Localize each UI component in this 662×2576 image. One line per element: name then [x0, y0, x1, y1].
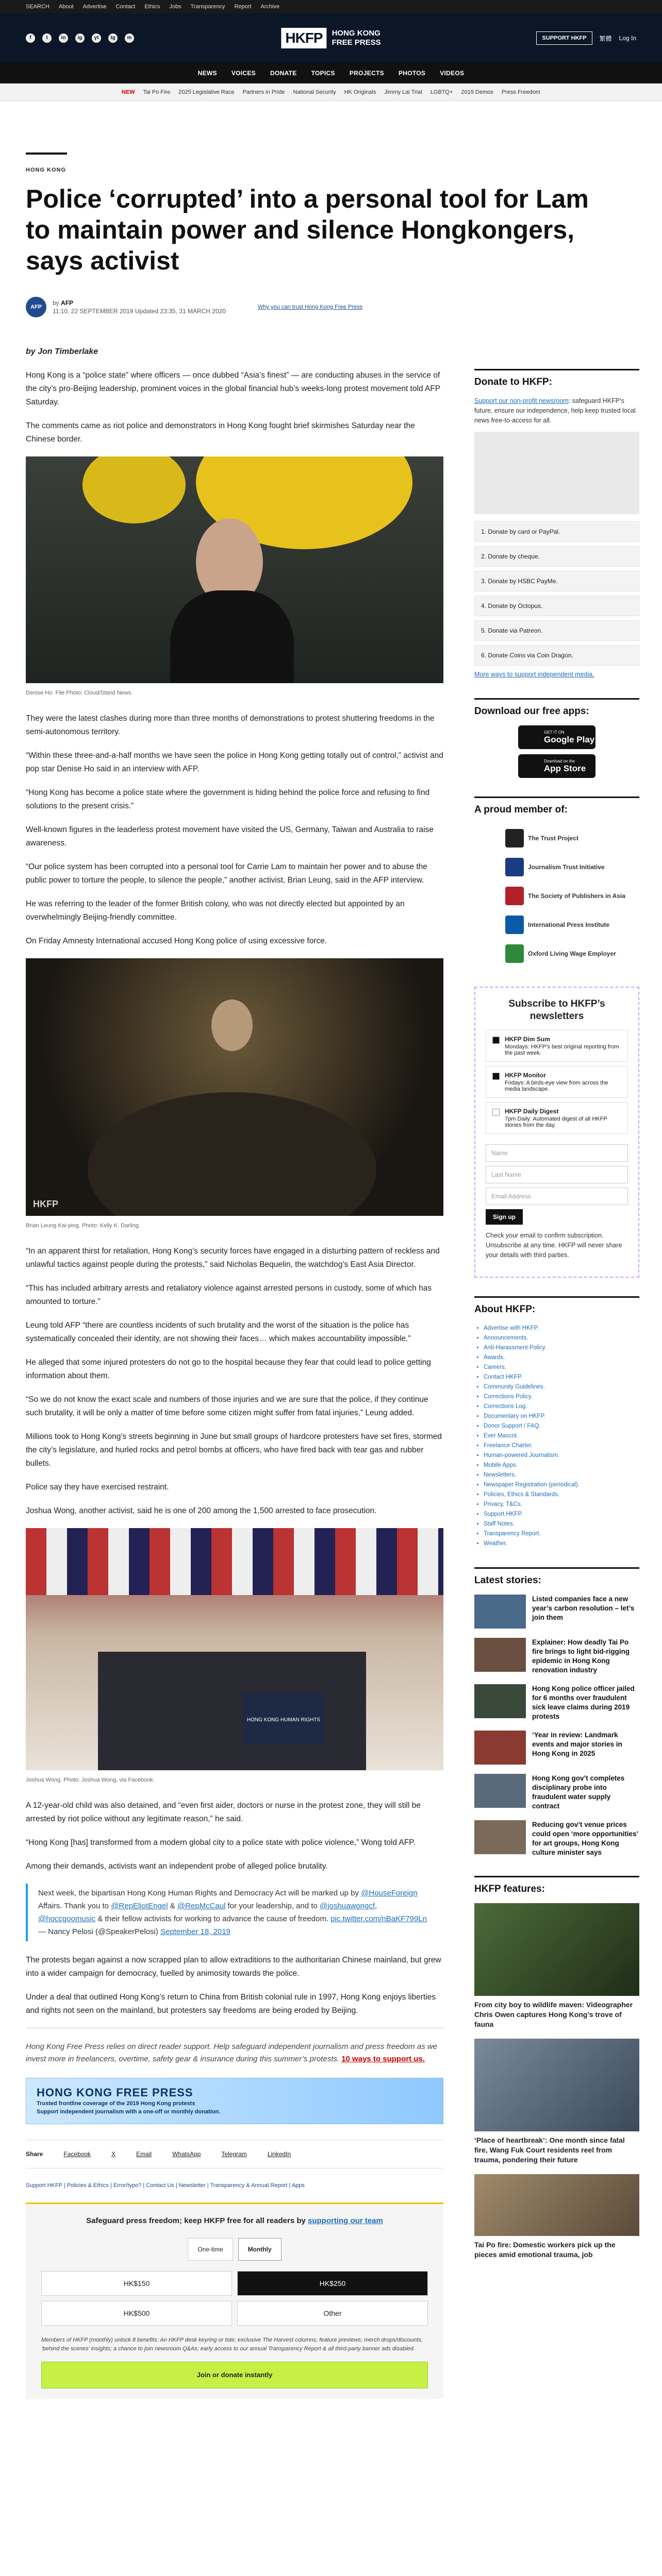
story-item[interactable]	[474, 1684, 639, 1721]
donate-option[interactable]: 4. Donate by Octopus.	[474, 596, 639, 616]
member-name: Oxford Living Wage Employer	[528, 950, 616, 957]
search-link[interactable]: SEARCH	[26, 4, 49, 10]
amount-options	[41, 2271, 428, 2326]
section-label[interactable]: HONG KONG	[26, 167, 67, 173]
about-link[interactable]: • Human-powered Journalism.	[484, 1451, 639, 1461]
about-list	[474, 1324, 639, 1549]
trust-link[interactable]: Why you can trust Hong Kong Free Press	[257, 304, 362, 310]
topbar-advertise[interactable]: Advertise	[82, 4, 107, 10]
tweet-text: & their fellow activists for working to advance the cause of freedom.	[95, 1914, 331, 1923]
callout-link[interactable]: 10 ways to support us.	[341, 2055, 425, 2063]
about-link[interactable]: • Support HKFP.	[484, 1510, 639, 1519]
mastodon-icon[interactable]: m	[125, 33, 134, 43]
nav-photos[interactable]: PHOTOS	[398, 70, 426, 77]
photo-joshua-wong	[26, 1528, 443, 1770]
google-play-badge[interactable]	[518, 725, 595, 749]
about-link[interactable]: • Community Guidelines.	[484, 1382, 639, 1392]
social-links	[26, 33, 134, 43]
share-whatsapp[interactable]: WhatsApp	[172, 2150, 201, 2158]
tweet-text: ,	[375, 1902, 377, 1910]
trending-item[interactable]: National Security	[293, 89, 336, 95]
paragraph: “Within these three-and-a-half months we have seen the police in Hong Kong getting totally out of control,” activist and pop star Denise Ho said in an interview with AFP.	[26, 751, 443, 773]
umbrella-shape	[82, 456, 186, 523]
tweet-author: — Nancy Pelosi (@SpeakerPelosi)	[38, 1927, 160, 1936]
author-line: by Jon Timberlake	[26, 347, 98, 356]
donate-option[interactable]: 5. Donate via Patreon.	[474, 620, 639, 641]
newsletter-widget	[474, 987, 639, 1278]
nav-videos[interactable]: VIDEOS	[440, 70, 465, 77]
trending-bar	[0, 83, 662, 101]
photo-caption: Joshua Wong. Photo: Joshua Wong, via Facebook.	[26, 1777, 155, 1783]
agency-name[interactable]: AFP	[61, 299, 74, 307]
share-telegram[interactable]: Telegram	[221, 2150, 247, 2158]
newsletter-option[interactable]	[486, 1030, 628, 1062]
member-logo[interactable]	[474, 882, 639, 910]
newsletter-note: Check your email to confirm subscription. Unsubscribe at any time. HKFP will never share your details with third parties.	[486, 1232, 622, 1259]
face-shape	[211, 999, 253, 1051]
podium-sign: HONG KONG HUMAN RIGHTS	[242, 1693, 325, 1744]
about-link[interactable]: • Privacy, T&Cs.	[484, 1500, 639, 1510]
story-title[interactable]: Listed companies face a new year’s carbon resolution – let’s join them	[532, 1595, 635, 1621]
by-label: by	[53, 299, 59, 307]
article-title: Police ‘corrupted’ into a personal tool for Lam to maintain power and silence Hongkongers, says activist	[26, 184, 589, 275]
app-store-badge[interactable]	[518, 754, 595, 778]
paragraph: Millions took to Hong Kong’s streets beginning in June but small groups of hardcore protesters have set fires, stormed the city’s legislature, and hurled rocks and petrol bombs at officers, who have fired back with tear gas and rubber bullets.	[26, 1432, 442, 1468]
linkedin-icon[interactable]: in	[59, 33, 68, 43]
trending-item[interactable]: Press Freedom	[501, 89, 540, 95]
story-item[interactable]	[474, 1774, 639, 1811]
donate-option[interactable]: 3. Donate by HSBC PayMe.	[474, 571, 639, 591]
paragraph: “This has included arbitrary arrests and retaliatory violence against arrested persons in custody, some of which has amounted to torture.”	[26, 1284, 432, 1306]
about-link[interactable]: • Documentary on HKFP.	[484, 1412, 639, 1421]
feature-title[interactable]: ‘Place of heartbreak’: One month since fatal fire, Wang Fuk Court residents reel from trauma, pondering their future	[474, 2136, 625, 2164]
paragraph: He alleged that some injured protesters do not go to the hospital because they fear that could lead to police getting information about them.	[26, 1358, 431, 1380]
tweet-mention[interactable]: @hoccgoomusic	[38, 1914, 96, 1923]
article-body	[26, 369, 443, 2399]
banner-line: Trusted frontline coverage of the 2019 Hong Kong protests	[37, 2100, 195, 2107]
story-title[interactable]: Explainer: How deadly Tai Po fire brings to light bid-rigging epidemic in Hong Kong renovation industry	[532, 1638, 630, 1674]
tweet-text: &	[168, 1902, 177, 1910]
signup-button[interactable]: Sign up	[486, 1209, 523, 1225]
logo-line1: HONG KONG	[332, 29, 380, 38]
last-name-input[interactable]: Last Name	[486, 1166, 628, 1183]
feature-image	[474, 1903, 639, 1996]
about-link[interactable]: • Newsletters.	[484, 1470, 639, 1480]
trending-item[interactable]: Tai Po Fire	[143, 89, 171, 95]
story-title[interactable]: Hong Kong gov’t completes disciplinary probe into fraudulent water supply contract	[532, 1774, 625, 1810]
story-item[interactable]	[474, 1731, 639, 1765]
about-link[interactable]: • Advertise with HKFP.	[484, 1324, 639, 1333]
newsletter-name: HKFP Monitor	[505, 1072, 546, 1079]
about-link[interactable]: • Transparency Report.	[484, 1529, 639, 1539]
about-link[interactable]: • Policies, Ethics & Standards.	[484, 1490, 639, 1500]
checkbox[interactable]	[492, 1109, 500, 1116]
story-title[interactable]: ‘Year in review: Landmark events and major stories in Hong Kong in 2025	[532, 1731, 622, 1757]
about-widget	[474, 1296, 639, 1549]
share-facebook[interactable]: Facebook	[63, 2150, 91, 2158]
badge-big: Google Play	[544, 734, 595, 744]
paragraph: Hong Kong is a “police state” where officers — once dubbed “Asia’s finest” — are conducting abuses in the service of the city’s pro-Beijing leadership, prominent voices in the global financial hub’s weeks-long protest movement told AFP Saturday.	[26, 371, 440, 406]
about-link[interactable]: • Staff Notes.	[484, 1519, 639, 1529]
byline-meta	[53, 299, 226, 315]
amount-option[interactable]: HK$150	[41, 2271, 232, 2296]
more-ways	[474, 670, 639, 680]
donate-widget	[474, 369, 639, 680]
sidebar-title: HKFP features:	[474, 1876, 639, 1895]
nav-voices[interactable]: VOICES	[231, 70, 256, 77]
trending-item[interactable]: LGBTQ+	[430, 89, 453, 95]
paragraph: Under a deal that outlined Hong Kong’s return to China from British colonial rule in 1997, Hong Kong enjoys liberties and rights not seen on the mainland, but protesters say freedoms are being eroded by Beijing.	[26, 1993, 436, 2015]
figure-shape	[170, 590, 294, 683]
trust-project-icon	[505, 829, 524, 848]
sidebar-title: About HKFP:	[474, 1296, 639, 1315]
nav-topics[interactable]: TOPICS	[311, 70, 335, 77]
byline	[26, 297, 636, 317]
member-logo[interactable]	[474, 939, 639, 968]
utility-bar	[0, 0, 662, 13]
paragraph: Well-known figures in the leaderless protest movement have visited the US, Germany, Taiwan and Australia to raise awareness.	[26, 825, 434, 848]
story-thumbnail	[474, 1638, 526, 1672]
trending-item[interactable]: HK Originals	[344, 89, 376, 95]
topbar-ethics[interactable]: Ethics	[144, 4, 160, 10]
member-name: The Trust Project	[528, 835, 579, 842]
embedded-tweet	[26, 1884, 443, 1941]
badge-big: App Store	[544, 763, 586, 773]
share-bar	[26, 2140, 443, 2168]
about-link[interactable]: • Weather.	[484, 1539, 639, 1549]
about-link[interactable]: • Ever Mascot.	[484, 1431, 639, 1441]
spacer	[486, 1138, 628, 1144]
tweet-text: for your leadership, and to	[225, 1902, 320, 1910]
site-logo[interactable]	[281, 28, 380, 48]
sidebar-title: Donate to HKFP:	[474, 369, 639, 388]
newsletter-option[interactable]	[486, 1066, 628, 1098]
donate-box-text: Safeguard press freedom; keep HKFP free for all readers by	[86, 2216, 308, 2225]
trending-item[interactable]: 2025 Legislative Race	[178, 89, 235, 95]
paragraph: “Hong Kong has become a police state where the government is hiding behind the police force and refusing to find solutions to the present crisis.”	[26, 788, 430, 810]
paragraph: A 12-year-old child was also detained, and “even first aider, doctors or nurse in the protest zone, they will still be arrested by riot police without any legitimate reason,” he said.	[26, 1801, 421, 1823]
photo-caption: Denise Ho. File Photo: Cloud/Stand News.	[26, 690, 133, 696]
members-widget	[474, 796, 639, 968]
living-wage-icon	[505, 944, 524, 963]
story-thumbnail	[474, 1595, 526, 1629]
logo-mark: HKFP	[281, 28, 326, 48]
feature-item[interactable]	[474, 2174, 639, 2260]
donation-banner[interactable]	[26, 2078, 443, 2124]
amount-option[interactable]: Other	[237, 2301, 428, 2326]
ipi-icon	[505, 916, 524, 934]
donate-image	[474, 432, 639, 514]
member-logo[interactable]	[474, 824, 639, 853]
story-item[interactable]	[474, 1638, 639, 1675]
nav-donate[interactable]: DONATE	[270, 70, 297, 77]
email-input[interactable]: Email Address	[486, 1188, 628, 1205]
paragraph: He was referring to the leader of the former British colony, who was not directly elected but appointed by an overwhelmingly Beijing-friendly committee.	[26, 900, 405, 922]
sidebar	[474, 369, 639, 2399]
story-item[interactable]	[474, 1595, 639, 1629]
telegram-icon[interactable]: tg	[108, 33, 118, 43]
first-name-input[interactable]: Name	[486, 1144, 628, 1162]
newsletter-desc	[505, 1036, 621, 1056]
feature-item[interactable]	[474, 2039, 639, 2165]
topbar-contact[interactable]: Contact	[115, 4, 136, 10]
donate-option[interactable]: 1. Donate by card or PayPal.	[474, 521, 639, 542]
sidebar-title: A proud member of:	[474, 796, 639, 816]
site-header	[0, 13, 662, 63]
twitter-icon[interactable]: t	[42, 33, 52, 43]
badge-small: GET IT ON	[544, 730, 565, 735]
about-link[interactable]: • Careers.	[484, 1363, 639, 1372]
donate-option[interactable]: 2. Donate by cheque.	[474, 546, 639, 567]
donate-box-link[interactable]: supporting our team	[308, 2216, 383, 2225]
member-name: The Society of Publishers in Asia	[528, 892, 625, 900]
paragraph: “In an apparent thirst for retaliation, Hong Kong’s security forces have engaged in a disturbing pattern of reckless and unlawful tactics against people during the protests,” said Nicholas Bequelin, the watchdog’s East Asia Director.	[26, 1247, 440, 1269]
about-link[interactable]: • Contact HKFP.	[484, 1372, 639, 1382]
about-link[interactable]: • Newspaper Registration (periodical).	[484, 1480, 639, 1490]
podium-row	[98, 1652, 366, 1770]
member-logo[interactable]	[474, 853, 639, 882]
amount-option-selected[interactable]: HK$250	[237, 2271, 428, 2296]
newsletter-text: 7pm Daily: Automated digest of all HKFP stories from the day.	[505, 1116, 607, 1128]
tweet-mention[interactable]: @HouseForeign	[361, 1889, 418, 1897]
tweet-pic-link[interactable]: pic.twitter.com/nBaKF799Ln	[330, 1914, 427, 1923]
share-x[interactable]: X	[111, 2150, 116, 2158]
title-rule	[26, 152, 67, 155]
logo-text	[332, 29, 381, 47]
paragraph: The protests began against a now scrapped plan to allow extraditions to the authoritarian Chinese mainland, but grew into a wider campaign for democracy, fuelled by animosity towards the police.	[26, 1956, 441, 1978]
share-email[interactable]: Email	[136, 2150, 152, 2158]
paragraph: On Friday Amnesty International accused Hong Kong police of using excessive force.	[26, 937, 327, 945]
tweet-mention[interactable]: @RepMcCaul	[177, 1902, 226, 1910]
freq-one-time[interactable]: One-time	[188, 2238, 233, 2261]
paragraph: “Our police system has been corrupted into a personal tool for Carrie Lam to maintain her power and to abuse the public power to torture the people, to silence the people,” another activist, Brian Leung, said in the AFP interview.	[26, 862, 427, 885]
publish-dates: 11:10, 22 SEPTEMBER 2019 Updated 23:35, 31 MARCH 2020	[53, 308, 226, 315]
tweet-text: Next week, the bipartisan Hong Kong Human Rights and Democracy Act will be marked up by	[38, 1889, 361, 1897]
newsletter-text: Fridays: A birds-eye view from across the media landscape.	[505, 1080, 608, 1092]
paragraph: Joshua Wong, another activist, said he is one of 200 among the 1,500 arrested to face prosecution.	[26, 1506, 377, 1515]
logo-line2: FREE PRESS	[332, 38, 381, 47]
feature-image	[474, 2039, 639, 2131]
banner-text	[37, 2086, 220, 2116]
story-title[interactable]: Hong Kong police officer jailed for 6 months over fraudulent sick leave claims during 2019 protests	[532, 1685, 635, 1720]
member-name: International Press Institute	[528, 921, 610, 928]
newsletter-title: Subscribe to HKFP’s newsletters	[508, 998, 605, 1022]
checkbox-checked[interactable]	[492, 1037, 500, 1044]
support-button[interactable]: SUPPORT HKFP	[536, 31, 592, 45]
paragraph: They were the latest clashes during more than three months of demonstrations to protest shuttering freedoms in the semi-autonomous territory.	[26, 714, 435, 736]
support-links[interactable]: Support HKFP | Policies & Ethics | Error/typo? | Contact Us | Newsletter | Transparency & Annual Report | Apps	[26, 2182, 305, 2189]
feature-title[interactable]: From city boy to wildlife maven: Videographer Chris Owen captures Hong Kong’s trove of fauna	[474, 2001, 633, 2028]
freq-monthly[interactable]: Monthly	[238, 2238, 282, 2261]
about-link[interactable]: • Anti-Harassment Policy.	[484, 1343, 639, 1353]
photo-brian-leung	[26, 958, 443, 1216]
feature-image	[474, 2174, 639, 2236]
feature-item[interactable]	[474, 1903, 639, 2029]
newsletter-desc	[505, 1072, 621, 1092]
about-link[interactable]: • Awards.	[484, 1353, 639, 1363]
instagram-icon[interactable]: ig	[75, 33, 85, 43]
trending-item[interactable]: 2019 Demos	[461, 89, 493, 95]
donate-box	[26, 2202, 443, 2399]
apps-widget	[474, 698, 639, 778]
tweet-mention[interactable]: @RepEliotEngel	[111, 1902, 168, 1910]
photo-caption: Brian Leung Kai-ping. Photo: Kelly K. Darling.	[26, 1223, 140, 1229]
topbar-report[interactable]: Report	[234, 4, 252, 10]
main-nav	[0, 63, 662, 83]
paragraph: “Hong Kong [has] transformed from a modern global city to a police state with police violence,” Wong told AFP.	[26, 1838, 416, 1847]
author-avatar: AFP	[26, 297, 46, 317]
donate-text	[474, 396, 639, 426]
sidebar-title: Download our free apps:	[474, 698, 639, 717]
badge-small: Download on the	[544, 758, 575, 764]
paragraph: Police say they have exercised restraint.	[26, 1483, 169, 1492]
donate-text-body: : safeguard HKFP’s future, ensure our independence, help keep trusted local news free-to-access for all.	[474, 397, 636, 424]
paragraph: The comments came as riot police and demonstrators in Hong Kong fought brief skirmishes Saturday near the Chinese border.	[26, 421, 415, 444]
login-link[interactable]: Log In	[619, 35, 636, 42]
member-name: Journalism Trust Initiative	[528, 863, 605, 871]
about-link[interactable]: • Donor Support / FAQ.	[484, 1421, 639, 1431]
facebook-icon[interactable]: f	[26, 33, 35, 43]
join-button[interactable]: Join or donate instantly	[41, 2362, 428, 2388]
story-thumbnail	[474, 1684, 526, 1718]
about-link[interactable]: • Mobile Apps.	[484, 1461, 639, 1470]
about-link[interactable]: • Announcements.	[484, 1333, 639, 1343]
trending-label: NEW	[122, 89, 135, 95]
callout-text: Hong Kong Free Press relies on direct reader support. Help safeguard independent journalism and press freedom as we invest more in freelancers, overtime, safety gear & insurance during this summer’s protests.	[26, 2042, 437, 2063]
checkbox-checked[interactable]	[492, 1073, 500, 1080]
story-item[interactable]	[474, 1820, 639, 1857]
newsletter-name: HKFP Daily Digest	[505, 1108, 559, 1115]
paragraph: Leung told AFP “there are countless incidents of such brutality and the worst of the situation is the police has systematically concealed their identity, are not showing their faces… which makes accountability impossible.”	[26, 1321, 411, 1343]
paragraph: “So we do not know the exact scale and numbers of those injuries and we are sure that the police, if they continue such brutality, it will be only a matter of time before some citizen might suffer from fatal injuries,” Leung added.	[26, 1395, 428, 1417]
member-logo[interactable]	[474, 910, 639, 939]
nav-projects[interactable]: PROJECTS	[349, 70, 384, 77]
hkfp-watermark: HKFP	[33, 1199, 58, 1209]
topbar-about[interactable]: About	[58, 4, 74, 10]
paragraph: Among their demands, activists want an independent probe of alleged police brutality.	[26, 1862, 328, 1871]
feature-title[interactable]: Tai Po fire: Domestic workers pick up the pieces amid emotional trauma, job	[474, 2241, 616, 2259]
about-link[interactable]: • Corrections Policy.	[484, 1392, 639, 1402]
nav-news[interactable]: NEWS	[197, 70, 217, 77]
newsletter-desc	[505, 1108, 621, 1128]
flags-shape	[26, 1528, 443, 1595]
header-actions	[536, 31, 636, 45]
share-label: Share	[26, 2150, 43, 2158]
story-thumbnail	[474, 1731, 526, 1765]
newsletter-option[interactable]	[486, 1102, 628, 1134]
about-link[interactable]: • Corrections Log.	[484, 1402, 639, 1412]
tweet-mention[interactable]: @joshuawongcf	[320, 1902, 375, 1910]
story-thumbnail	[474, 1820, 526, 1854]
sidebar-title: Latest stories:	[474, 1567, 639, 1586]
crowd-shape	[88, 1092, 376, 1216]
banner-line: Support independent journalism with a one-off or monthly donation.	[37, 2109, 221, 2115]
banner-title: HONG KONG FREE PRESS	[37, 2086, 193, 2099]
more-ways-link[interactable]: More ways to support independent media.	[474, 671, 594, 678]
tweet-date[interactable]: September 18, 2019	[160, 1927, 230, 1936]
latest-stories-widget	[474, 1567, 639, 1857]
support-callout	[26, 2028, 443, 2065]
tweet-text: Affairs. Thank you to	[38, 1902, 111, 1910]
sopa-icon	[505, 887, 524, 905]
language-toggle[interactable]: 繁體	[599, 35, 612, 42]
frequency-toggle	[41, 2238, 428, 2261]
trending-item[interactable]: Partners in Pride	[242, 89, 285, 95]
donate-text-link[interactable]: Support our non-profit newsroom	[474, 397, 569, 404]
topbar-transparency[interactable]: Transparency	[190, 4, 225, 10]
features-widget	[474, 1876, 639, 2260]
story-thumbnail	[474, 1774, 526, 1808]
photo-denise-ho	[26, 456, 443, 683]
donate-box-title	[41, 2214, 428, 2228]
newsletter-name: HKFP Dim Sum	[505, 1036, 550, 1043]
member-benefits-note: Members of HKFP (monthly) unlock 8 benefits: An HKFP desk keyring or tote; exclusive The Harvest columns; feature previews; merch drops/discounts; ‘behind the scenes’ insights; a chance to join newsroom Q&As; early access to our annual Transparency Report & all third-party banner ads disabled.	[41, 2337, 423, 2352]
share-linkedin[interactable]: LinkedIn	[267, 2150, 291, 2158]
amount-option[interactable]: HK$500	[41, 2301, 232, 2326]
content-wrap	[26, 369, 636, 2399]
trending-item[interactable]: Jimmy Lai Trial	[384, 89, 422, 95]
youtube-icon[interactable]: yt	[92, 33, 101, 43]
newsletter-text: Mondays: HKFP’s best original reporting from the past week.	[505, 1044, 619, 1056]
jti-icon	[505, 858, 524, 876]
donate-option[interactable]: 6. Donate Coins via Coin Dragon.	[474, 645, 639, 666]
about-link[interactable]: • Freelance Charter.	[484, 1441, 639, 1451]
topbar-archive[interactable]: Archive	[260, 4, 280, 10]
topbar-jobs[interactable]: Jobs	[169, 4, 181, 10]
story-title[interactable]: Reducing gov’t venue prices could open ‘more opportunities’ for art groups, Hong Kong culture minister says	[532, 1821, 638, 1856]
